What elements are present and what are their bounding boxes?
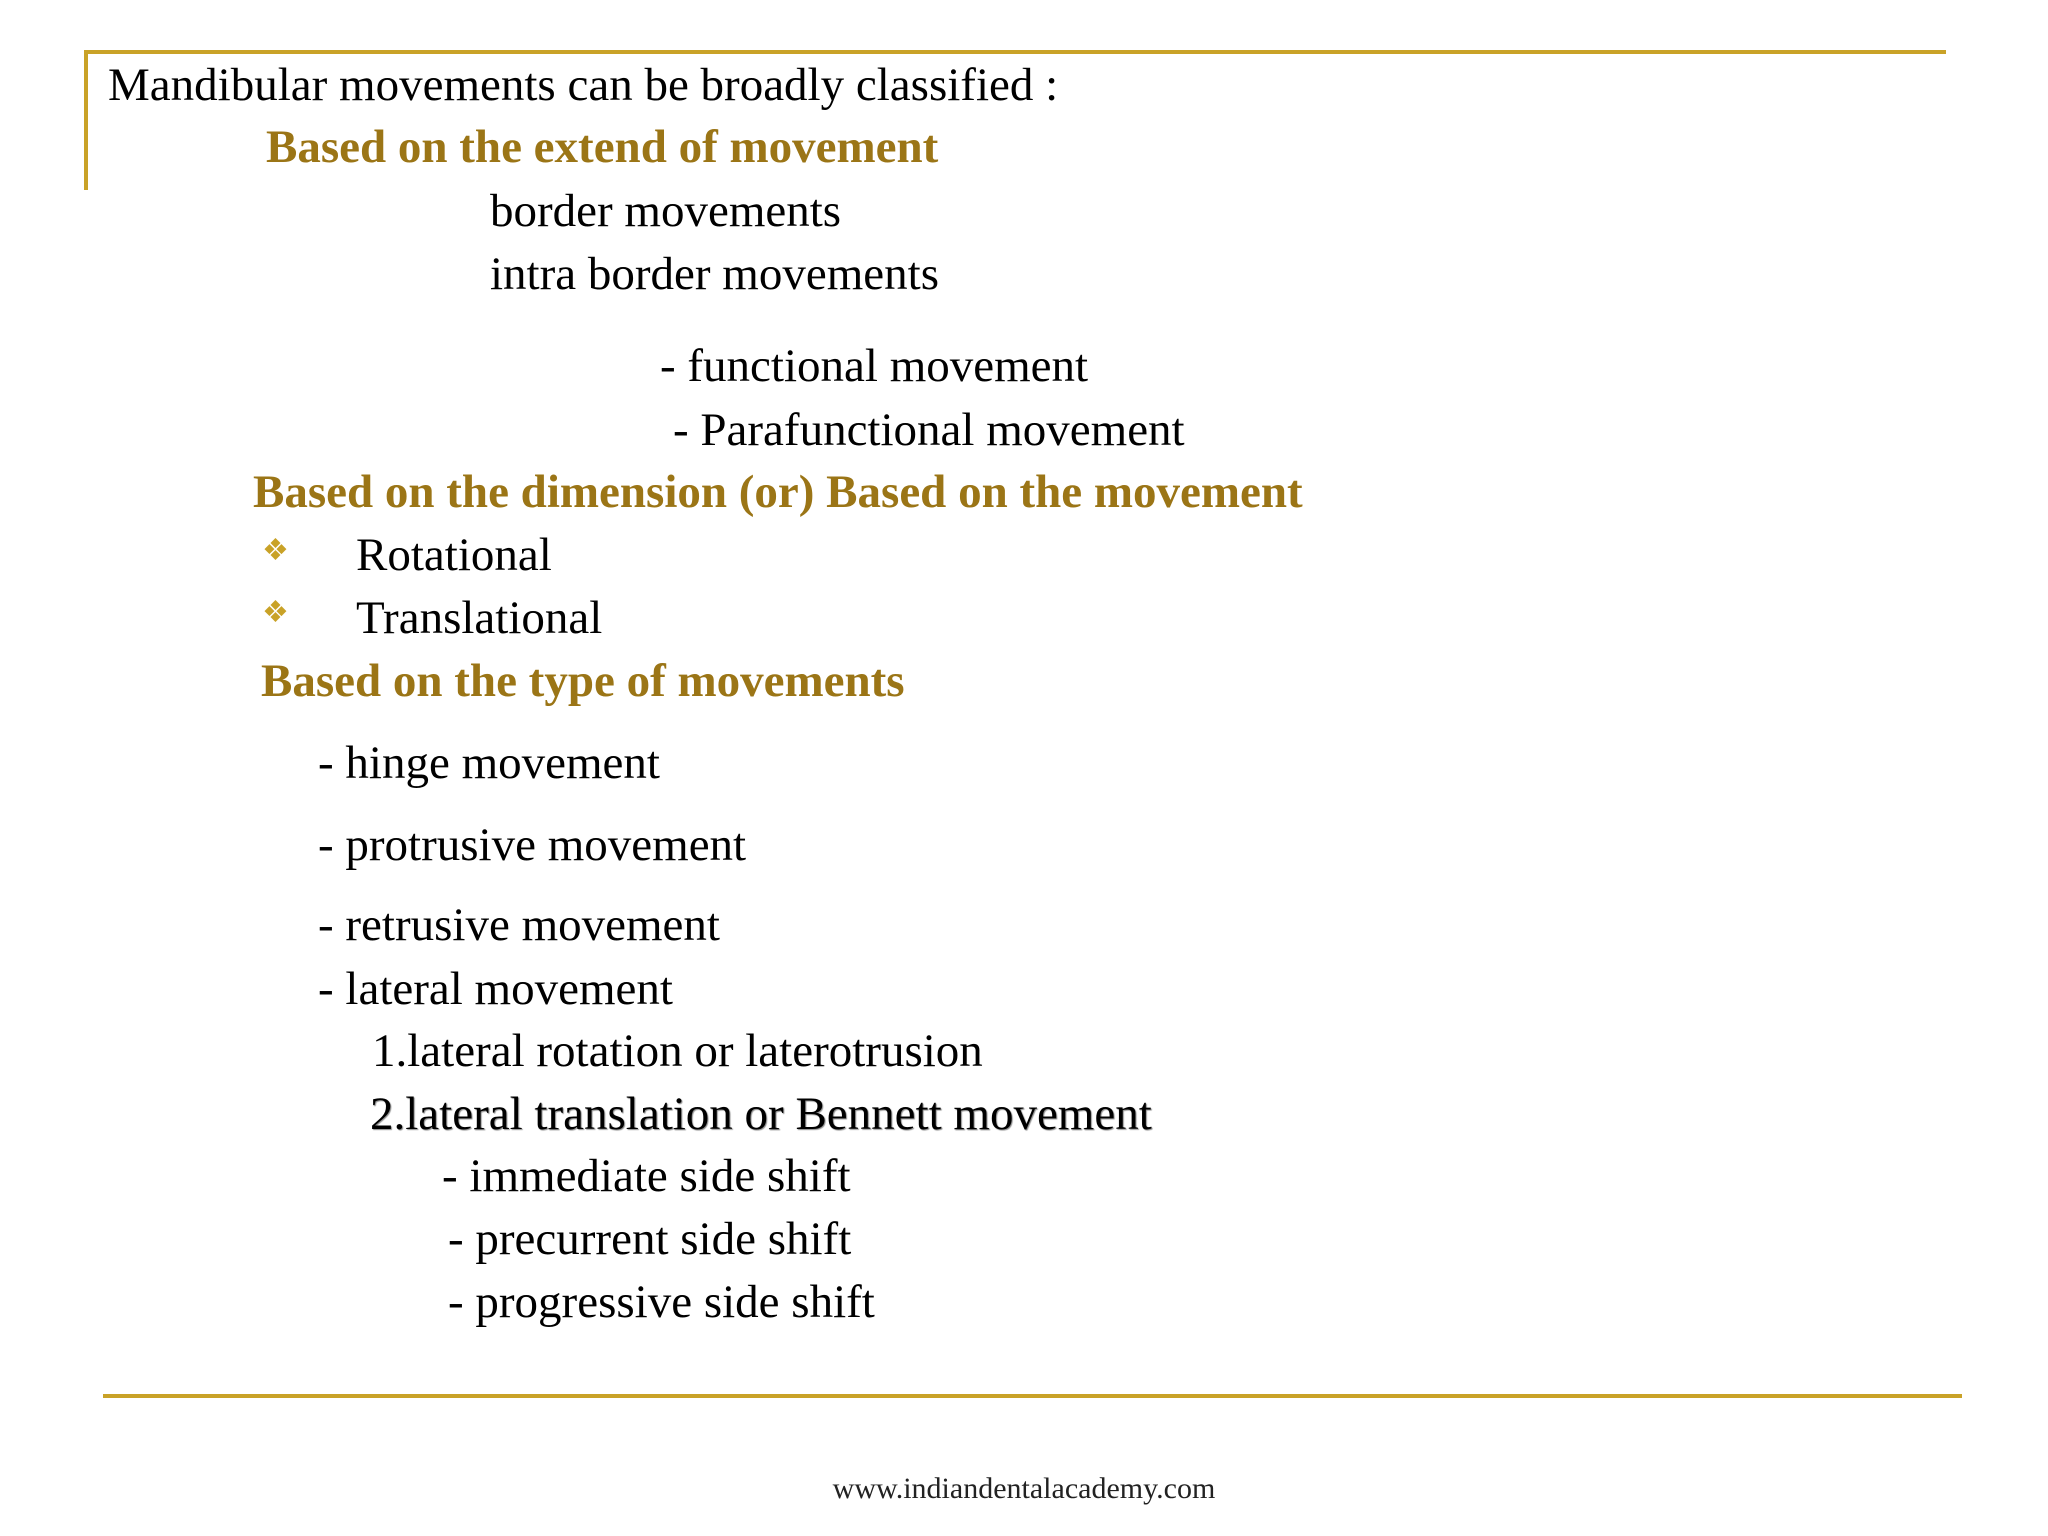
heading-type: Based on the type of movements	[261, 655, 905, 707]
footer-rule	[103, 1394, 1962, 1398]
item-lateral-translation: 2.lateral translation or Bennett movement	[370, 1088, 1152, 1140]
intro-text: Mandibular movements can be broadly classified :	[108, 59, 1059, 111]
item-border-movements: border movements	[490, 185, 842, 237]
frame-top-rule	[84, 50, 1946, 54]
item-functional-movement: - functional movement	[660, 340, 1089, 392]
diamond-bullet-icon: ❖	[262, 596, 289, 629]
item-translational: Translational	[356, 592, 603, 644]
item-intra-border-movements: intra border movements	[490, 248, 939, 300]
item-lateral-movement: - lateral movement	[318, 963, 673, 1015]
footer-website: www.indiandentalacademy.com	[832, 1472, 1216, 1505]
diamond-bullet-icon: ❖	[262, 534, 289, 567]
item-immediate-side-shift: - immediate side shift	[442, 1150, 851, 1202]
frame-left-rule	[84, 50, 88, 190]
item-precurrent-side-shift: - precurrent side shift	[448, 1213, 852, 1265]
item-retrusive-movement: - retrusive movement	[318, 899, 720, 951]
item-rotational: Rotational	[356, 529, 552, 581]
item-progressive-side-shift: - progressive side shift	[448, 1276, 875, 1328]
heading-dimension: Based on the dimension (or) Based on the movement	[253, 466, 1303, 518]
item-lateral-rotation: 1.lateral rotation or laterotrusion	[372, 1025, 983, 1077]
item-parafunctional-movement: - Parafunctional movement	[673, 404, 1185, 456]
heading-extent: Based on the extend of movement	[266, 121, 939, 173]
item-protrusive-movement: - protrusive movement	[318, 819, 747, 871]
item-hinge-movement: - hinge movement	[318, 737, 660, 789]
